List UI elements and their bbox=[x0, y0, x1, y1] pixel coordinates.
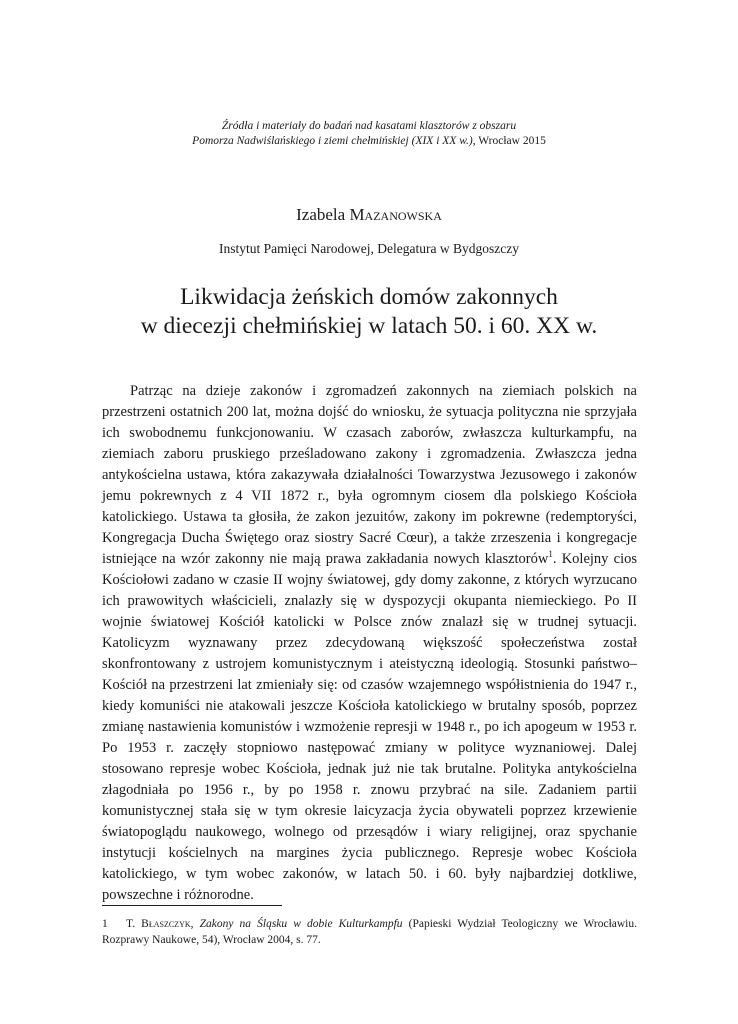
article-title-line-1: Likwidacja żeńskich domów zakonnych bbox=[180, 284, 558, 310]
footnote-reference: 1 bbox=[548, 549, 553, 560]
footnote-author-initial: T. bbox=[126, 918, 142, 930]
author-affiliation: Instytut Pamięci Narodowej, Delegatura w Bydgoszczy bbox=[219, 241, 519, 256]
footnote-author-surname: Błaszczyk bbox=[141, 918, 191, 930]
series-title-italic: Pomorza Nadwiślańskiego i ziemi chełmińskiej (XIX i XX w.) bbox=[192, 135, 473, 147]
author-name bbox=[0, 205, 738, 225]
series-header bbox=[0, 119, 738, 149]
series-publication-info: , Wrocław 2015 bbox=[472, 135, 546, 147]
article-title-line-2: w diecezji chełmińskiej w latach 50. i 60. XX w. bbox=[140, 313, 598, 339]
footnote-divider bbox=[102, 905, 282, 906]
series-title-line-1: Źródła i materiały do badań nad kasatami klasztorów z obszaru bbox=[221, 120, 517, 132]
series-title-line-2 bbox=[0, 134, 738, 149]
footnote-work-title: Zakony na Śląsku w dobie Kulturkampfu bbox=[199, 918, 403, 930]
body-text-part-2: . Kolejny cios Kościołowi zadano w czasie II wojny światowej, gdy domy zakonne, z których wyrzucano ich prawowitych właścicieli, znalazły się w dyspozycji okupanta niemieckiego. Po II wojnie światowej Kościół katolicki w Polsce znów znalazł się w trudnej sytuacji. Katolicyzm wyznawany przez zdecydowaną większość społeczeństwa został skonfrontowany z ustrojem komunistycznym i ateistyczną ideologią. Stosunki państwo–Kościół na przestrzeni lat zmieniały się: od czasów wzajemnego współistnienia do 1947 r., kiedy komuniści nie atakowali jeszcze Kościoła katolickiego w brutalny sposób, poprzez zmianę nastawienia komunistów i wzmożenie represji w 1948 r., po ich apogeum w 1953 r. Po 1953 r. zaczęły stopniowo następować zmiany w polityce wyznaniowej. Dalej stosowano represje wobec Kościoła, jednak już nie tak brutalne. Polityka antykościelna złagodniała po 1956 r., by po 1958 r. znowu przybrać na sile. Zadaniem partii komunistycznej stała się w tym okresie laicyzacja życia obywateli poprzez krzewienie światopoglądu naukowego, wolnego od przesądów i wiary religijnej, oraz spychanie instytucji kościelnych na margines życia publicznego. Represje wobec Kościoła katolickiego, w tym wobec zakonów, w latach 50. i 60. były najbardziej dotkliwe, powszechne i różnorodne. bbox=[102, 551, 637, 903]
body-text-part-1: Patrząc na dzieje zakonów i zgromadzeń zakonnych na ziemiach polskich na przestrzeni ostatnich 200 lat, można dojść do wniosku, że sytuacja polityczna nie sprzyjała ich swobodnemu funkcjonowaniu. W czasach zaborów, zwłaszcza kulturkampfu, na ziemiach zaboru pruskiego prześladowano zakony i zgromadzenia. Zwłaszcza jedna antykościelna ustawa, która zakazywała działalności Towarzystwa Jezusowego i zakonów jemu pokrewnych z 4 VII 1872 r., była ogromnym ciosem dla polskiego Kościoła katolickiego. Ustawa ta głosiła, że zakon jezuitów, zakony im pokrewne (redemptoryści, Kongregacja Ducha Świętego oraz siostry Sacré Cœur), a także zrzeszenia i kongregacje istniejące na wzór zakonny nie mają prawa zakładania nowych klasztorów bbox=[102, 383, 637, 567]
article-body bbox=[102, 381, 637, 906]
footnote-citation-rest: (Papieski Wydział Teologiczny we Wrocławiu. Rozprawy Naukowe, 54), Wrocław 2004, s. 77. bbox=[102, 918, 638, 946]
footnote-number: 1 bbox=[102, 918, 108, 930]
footnote bbox=[102, 917, 637, 948]
author-last-name: Mazanowska bbox=[349, 205, 442, 224]
body-paragraph bbox=[102, 381, 637, 906]
footnote-separator: , bbox=[190, 918, 200, 930]
author-first-name: Izabela bbox=[296, 205, 346, 224]
article-title bbox=[0, 283, 738, 341]
